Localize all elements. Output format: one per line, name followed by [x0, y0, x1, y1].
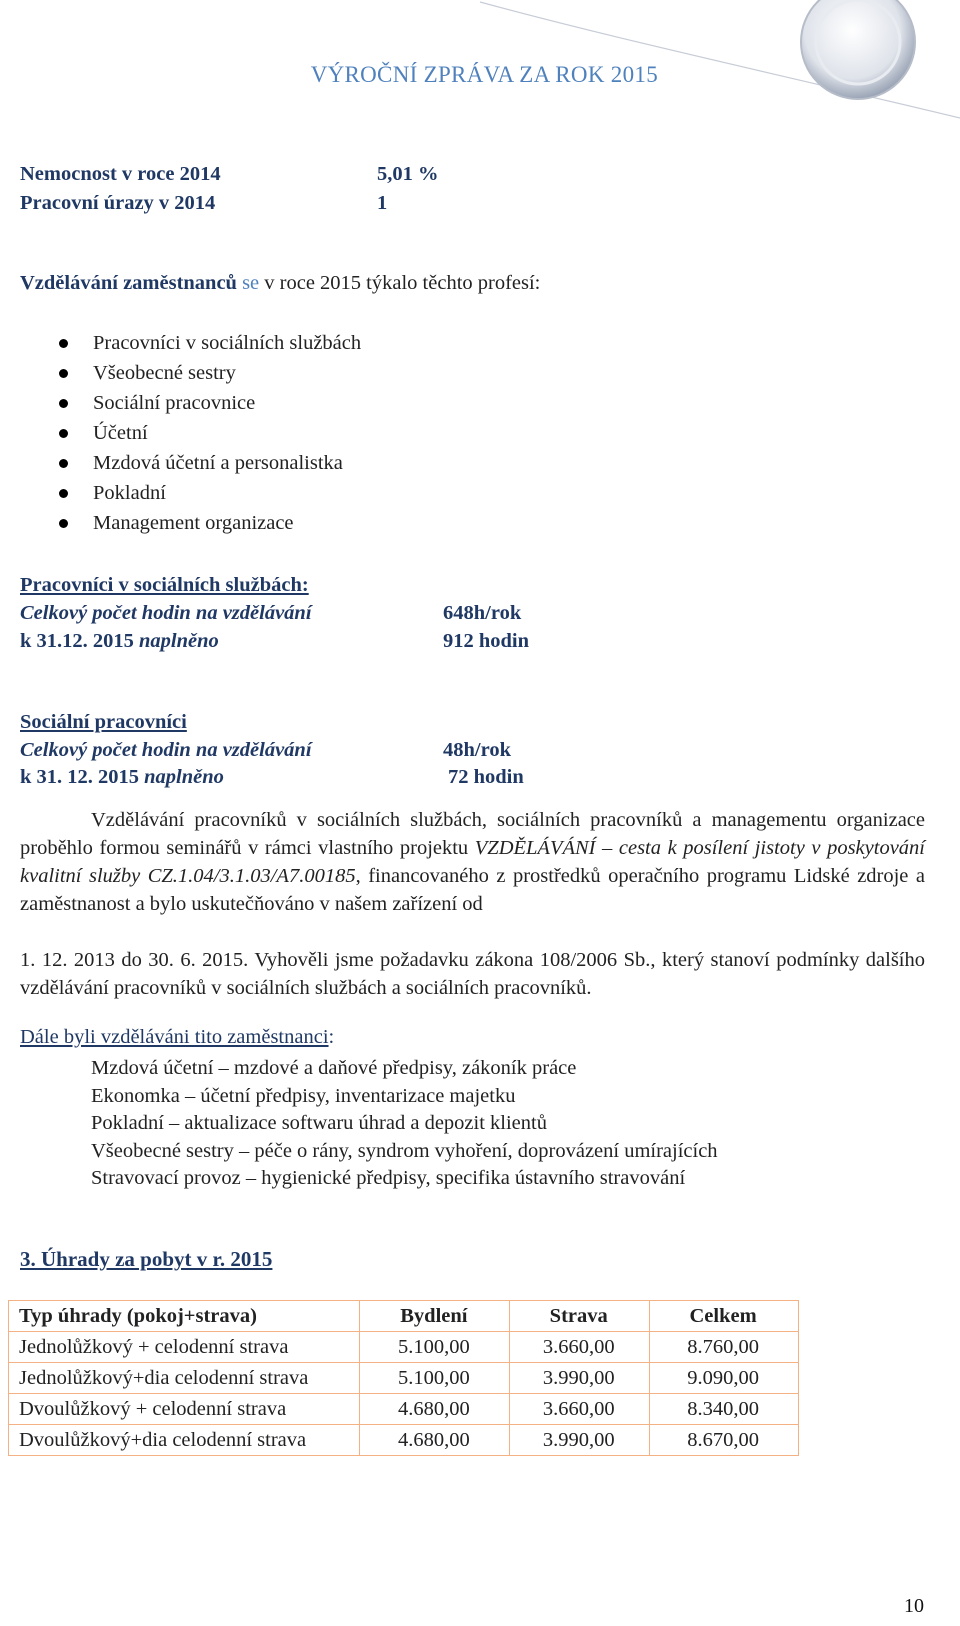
table-cell: 8.340,00 [650, 1394, 799, 1425]
bullet-icon [59, 399, 68, 408]
table-cell: 5.100,00 [360, 1332, 510, 1363]
hours-total-value: 648h/rok [443, 602, 522, 624]
other-training-heading: Dále byli vzděláváni tito zaměstnanci: [20, 1026, 335, 1048]
table-header-row [9, 1301, 799, 1332]
hours-fulfilled-label: k 31. 12. 2015 naplněno [20, 766, 224, 788]
hours-total-label: Celkový počet hodin na vzdělávání [20, 602, 312, 624]
profession-list [55, 328, 361, 538]
table-cell: Dvoulůžkový+dia celodenní strava [9, 1425, 360, 1456]
column-header: Typ úhrady (pokoj+strava) [9, 1301, 360, 1332]
other-training-item: Ekonomka – účetní předpisy, inventarizace majetku [91, 1085, 516, 1107]
header-decoration [0, 0, 960, 120]
bullet-icon [59, 459, 68, 468]
bullet-icon [59, 429, 68, 438]
table-cell: Jednolůžkový+dia celodenní strava [9, 1363, 360, 1394]
training-paragraph: Vzdělávání pracovníků v sociálních službách, sociálních pracovníků a managementu organizace proběhlo formou seminářů v rámci vlastního projektu VZDĚLÁVÁNÍ – cesta k posílení jistoty v poskytování kvalitní služby CZ.1.04/3.1.03/A7.00185, financovaného z prostředků operačního programu Lidské zdroje a zaměstnanost a bylo uskutečňováno v našem zařízení od [20, 809, 926, 915]
stat-row [20, 192, 388, 215]
column-header: Bydlení [360, 1301, 510, 1332]
training-intro-rest: v roce 2015 týkalo těchto profesí: [264, 272, 541, 294]
section-heading: 3. Úhrady za pobyt v r. 2015 [20, 1247, 273, 1271]
hours-total-value: 48h/rok [443, 739, 511, 761]
table-cell: 9.090,00 [650, 1363, 799, 1394]
table-row [9, 1425, 799, 1456]
list-item: Pracovníci v sociálních službách [55, 328, 361, 358]
table-cell: 8.670,00 [650, 1425, 799, 1456]
stat-label: Pracovní úrazy v 2014 [20, 192, 216, 214]
hours-fulfilled-label: k 31.12. 2015 naplněno [20, 630, 219, 652]
report-title: VÝROČNÍ ZPRÁVA ZA ROK 2015 [310, 62, 658, 87]
table-cell: 3.660,00 [510, 1394, 650, 1425]
hours-total-label: Celkový počet hodin na vzdělávání [20, 739, 312, 761]
list-item: Sociální pracovnice [55, 388, 361, 418]
training-intro [20, 272, 540, 295]
stat-label: Nemocnost v roce 2014 [20, 163, 221, 185]
other-training-item: Mzdová účetní – mzdové a daňové předpisy, zákoník práce [91, 1057, 577, 1079]
list-item: Mzdová účetní a personalistka [55, 448, 361, 478]
social-workers-heading: Sociální pracovníci [20, 711, 187, 733]
table-cell: 4.680,00 [360, 1425, 510, 1456]
other-training-item: Všeobecné sestry – péče o rány, syndrom vyhoření, doprovázení umírajících [91, 1140, 718, 1162]
hours-fulfilled-value: 72 hodin [448, 766, 524, 788]
stat-row [20, 163, 439, 186]
project-name: VZDĚLÁVÁNÍ – cesta k posílení jistoty v poskytování kvalitní služby CZ.1.04/3.1.03/A7.00185 [20, 837, 925, 887]
list-item: Management organizace [55, 508, 361, 538]
table-row [9, 1363, 799, 1394]
column-header: Strava [510, 1301, 650, 1332]
other-training-item: Stravovací provoz – hygienické předpisy, specifika ústavního stravování [91, 1167, 686, 1189]
training-intro-se: se [242, 272, 260, 294]
list-item: Všeobecné sestry [55, 358, 361, 388]
other-training-item: Pokladní – aktualizace softwaru úhrad a depozit klientů [91, 1112, 547, 1134]
table-cell: 3.660,00 [510, 1332, 650, 1363]
column-header: Celkem [650, 1301, 799, 1332]
table-cell: 3.990,00 [510, 1425, 650, 1456]
table-row [9, 1394, 799, 1425]
stat-value: 1 [377, 192, 388, 214]
bullet-icon [59, 339, 68, 348]
training-paragraph-cont: 1. 12. 2013 do 30. 6. 2015. Vyhověli jsme požadavku zákona 108/2006 Sb., který stanoví podmínky dalšího vzdělávání pracovníků v sociálních službách a sociálních pracovníků. [20, 949, 925, 999]
table-cell: Jednolůžkový + celodenní strava [9, 1332, 360, 1363]
bullet-icon [59, 489, 68, 498]
table-cell: 5.100,00 [360, 1363, 510, 1394]
page-number: 10 [904, 1595, 924, 1617]
bullet-icon [59, 369, 68, 378]
list-item: Účetní [55, 418, 361, 448]
list-item: Pokladní [55, 478, 361, 508]
table-cell: 4.680,00 [360, 1394, 510, 1425]
stat-value: 5,01 % [377, 163, 439, 185]
social-services-heading: Pracovníci v sociálních službách: [20, 574, 309, 596]
fees-table [8, 1300, 799, 1456]
table-cell: Dvoulůžkový + celodenní strava [9, 1394, 360, 1425]
table-cell: 3.990,00 [510, 1363, 650, 1394]
training-intro-bold: Vzdělávání zaměstnanců [20, 272, 237, 294]
table-cell: 8.760,00 [650, 1332, 799, 1363]
table-row [9, 1332, 799, 1363]
bullet-icon [59, 519, 68, 528]
hours-fulfilled-value: 912 hodin [443, 630, 530, 652]
